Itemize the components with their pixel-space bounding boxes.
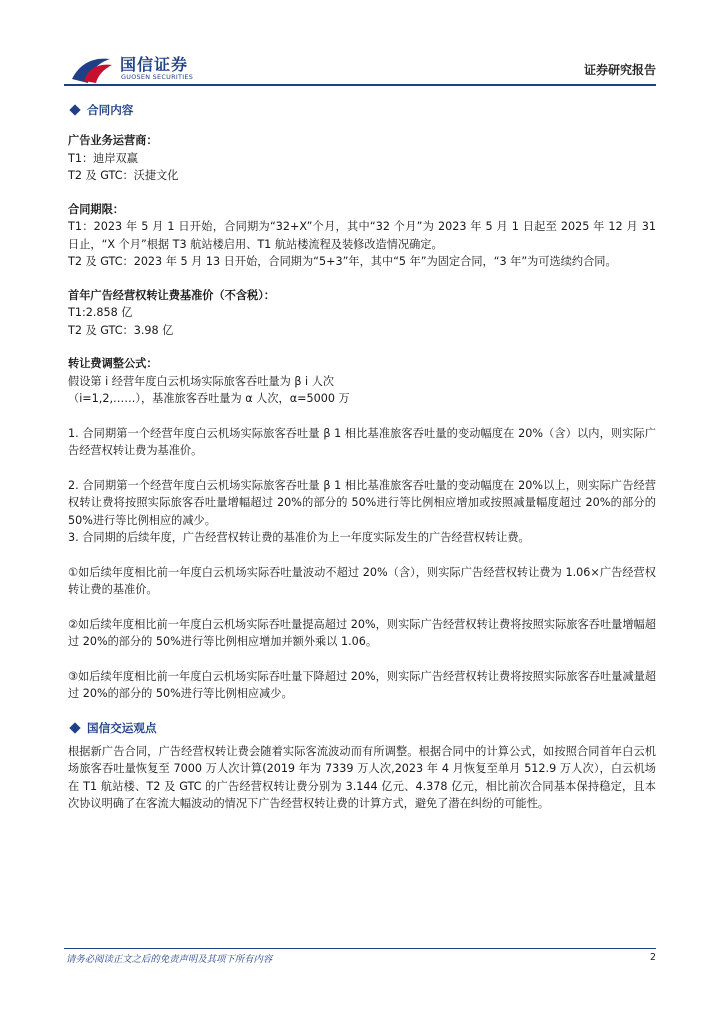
operator-line: T1：迪岸双赢: [68, 151, 138, 165]
formula-line: （i=1,2,……），基准旅客吞吐量为 α 人次，α=5000 万: [68, 392, 350, 405]
diamond-bullet-icon: [69, 722, 80, 733]
footer-disclaimer: 请务必阅读正文之后的免责声明及其项下所有内容: [66, 954, 273, 965]
report-body: [68, 101, 656, 813]
operator-line: T2 及 GTC：沃捷文化: [68, 169, 179, 182]
footer-divider: [64, 948, 656, 949]
formula-label: 转让费调整公式：: [68, 357, 158, 370]
price-label: 首年广告经营权转让费基准价（不含税）：: [68, 288, 275, 302]
rule-2: 2. 合同期第一个经营年度白云机场实际旅客吞吐量 β 1 相比基准旅客吞吐量的变动幅度在 20%以上，则实际广告经营权转让费将按照实际旅客吞吐量增幅超过 20%的部分的 50%进行等比例相应增加或按照减量幅度超过 20%的部分的 50%进行等比例相应的减少。: [68, 478, 656, 527]
rule-1: 1. 合同期第一个经营年度白云机场实际旅客吞吐量 β 1 相比基准旅客吞吐量的变动幅度在 20%（含）以内，则实际广告经营权转让费为基准价。: [68, 426, 656, 457]
diamond-bullet-icon: [69, 104, 80, 115]
term-t2: T2 及 GTC：2023 年 5 月 13 日开始，合同期为“5+3”年，其中“5 年”为固定合同，“3 年”为可选续约合同。: [68, 255, 617, 268]
guosen-logo-icon: [70, 53, 114, 85]
term-t1: T1：2023 年 5 月 1 日开始，合同期为“32+X”个月，其中“32 个月”为 2023 年 5 月 1 日起至 2025 年 12 月 31 日止，“X 个月”根据 T3 航站楼启用、T1 航站楼流程及装修改造情况确定。: [68, 220, 656, 251]
page-number: 2: [650, 952, 656, 963]
section-title-text: 合同内容: [87, 103, 134, 117]
rule-3: 3. 合同期的后续年度，广告经营权转让费的基准价为上一年度实际发生的广告经营权转让费。: [68, 531, 530, 544]
page-header: [64, 48, 656, 88]
price-line: T1:2.858 亿: [68, 306, 133, 319]
price-line: T2 及 GTC：3.98 亿: [68, 323, 174, 337]
case-1: ①如后续年度相比前一年度白云机场实际吞吐量波动不超过 20%（含），则实际广告经营权转让费为 1.06×广告经营权转让费的基准价。: [68, 565, 656, 596]
case-2: ②如后续年度相比前一年度白云机场实际吞吐量提高超过 20%，则实际广告经营权转让费将按照实际旅客吞吐量增幅超过 20%的部分的 50%进行等比例相应增加并额外乘以 1.06。: [68, 617, 656, 648]
viewpoint-body: 根据新广告合同，广告经营权转让费会随着实际客流波动而有所调整。根据合同中的计算公式，如按照合同首年白云机场旅客吞吐量恢复至 7000 万人次计算(2019 年为 7339 万人次,2023 年 4 月恢复至单月 512.9 万人次），白云机场在 T1 航站楼、T2 及 GTC 的广告经营权转让费分别为 3.144 亿元、4.378 亿元，相比前次合同基本保持稳定，且本次协议明确了在客流大幅波动的情况下广告经营权转让费的计算方式，避免了潜在纠纷的可能性。: [68, 744, 656, 810]
section-title-contract: [68, 101, 656, 119]
term-label: 合同期限：: [68, 202, 124, 216]
brand-name-cn: 国信证券: [120, 55, 189, 74]
formula-line: 假设第 i 经营年度白云机场实际旅客吞吐量为 β i 人次: [68, 374, 335, 388]
header-divider: [64, 84, 656, 86]
document-type: 证券研究报告: [583, 63, 656, 77]
section-title-text: 国信交运观点: [87, 720, 157, 735]
operator-label: 广告业务运营商：: [68, 134, 158, 147]
brand-name-en: GUOSEN SECURITIES: [121, 73, 194, 81]
section-title-viewpoint: [68, 719, 656, 737]
case-3: ③如后续年度相比前一年度白云机场实际吞吐量下降超过 20%，则实际广告经营权转让费将按照实际旅客吞吐量减量超过 20%的部分的 50%进行等比例相应减少。: [68, 669, 656, 700]
